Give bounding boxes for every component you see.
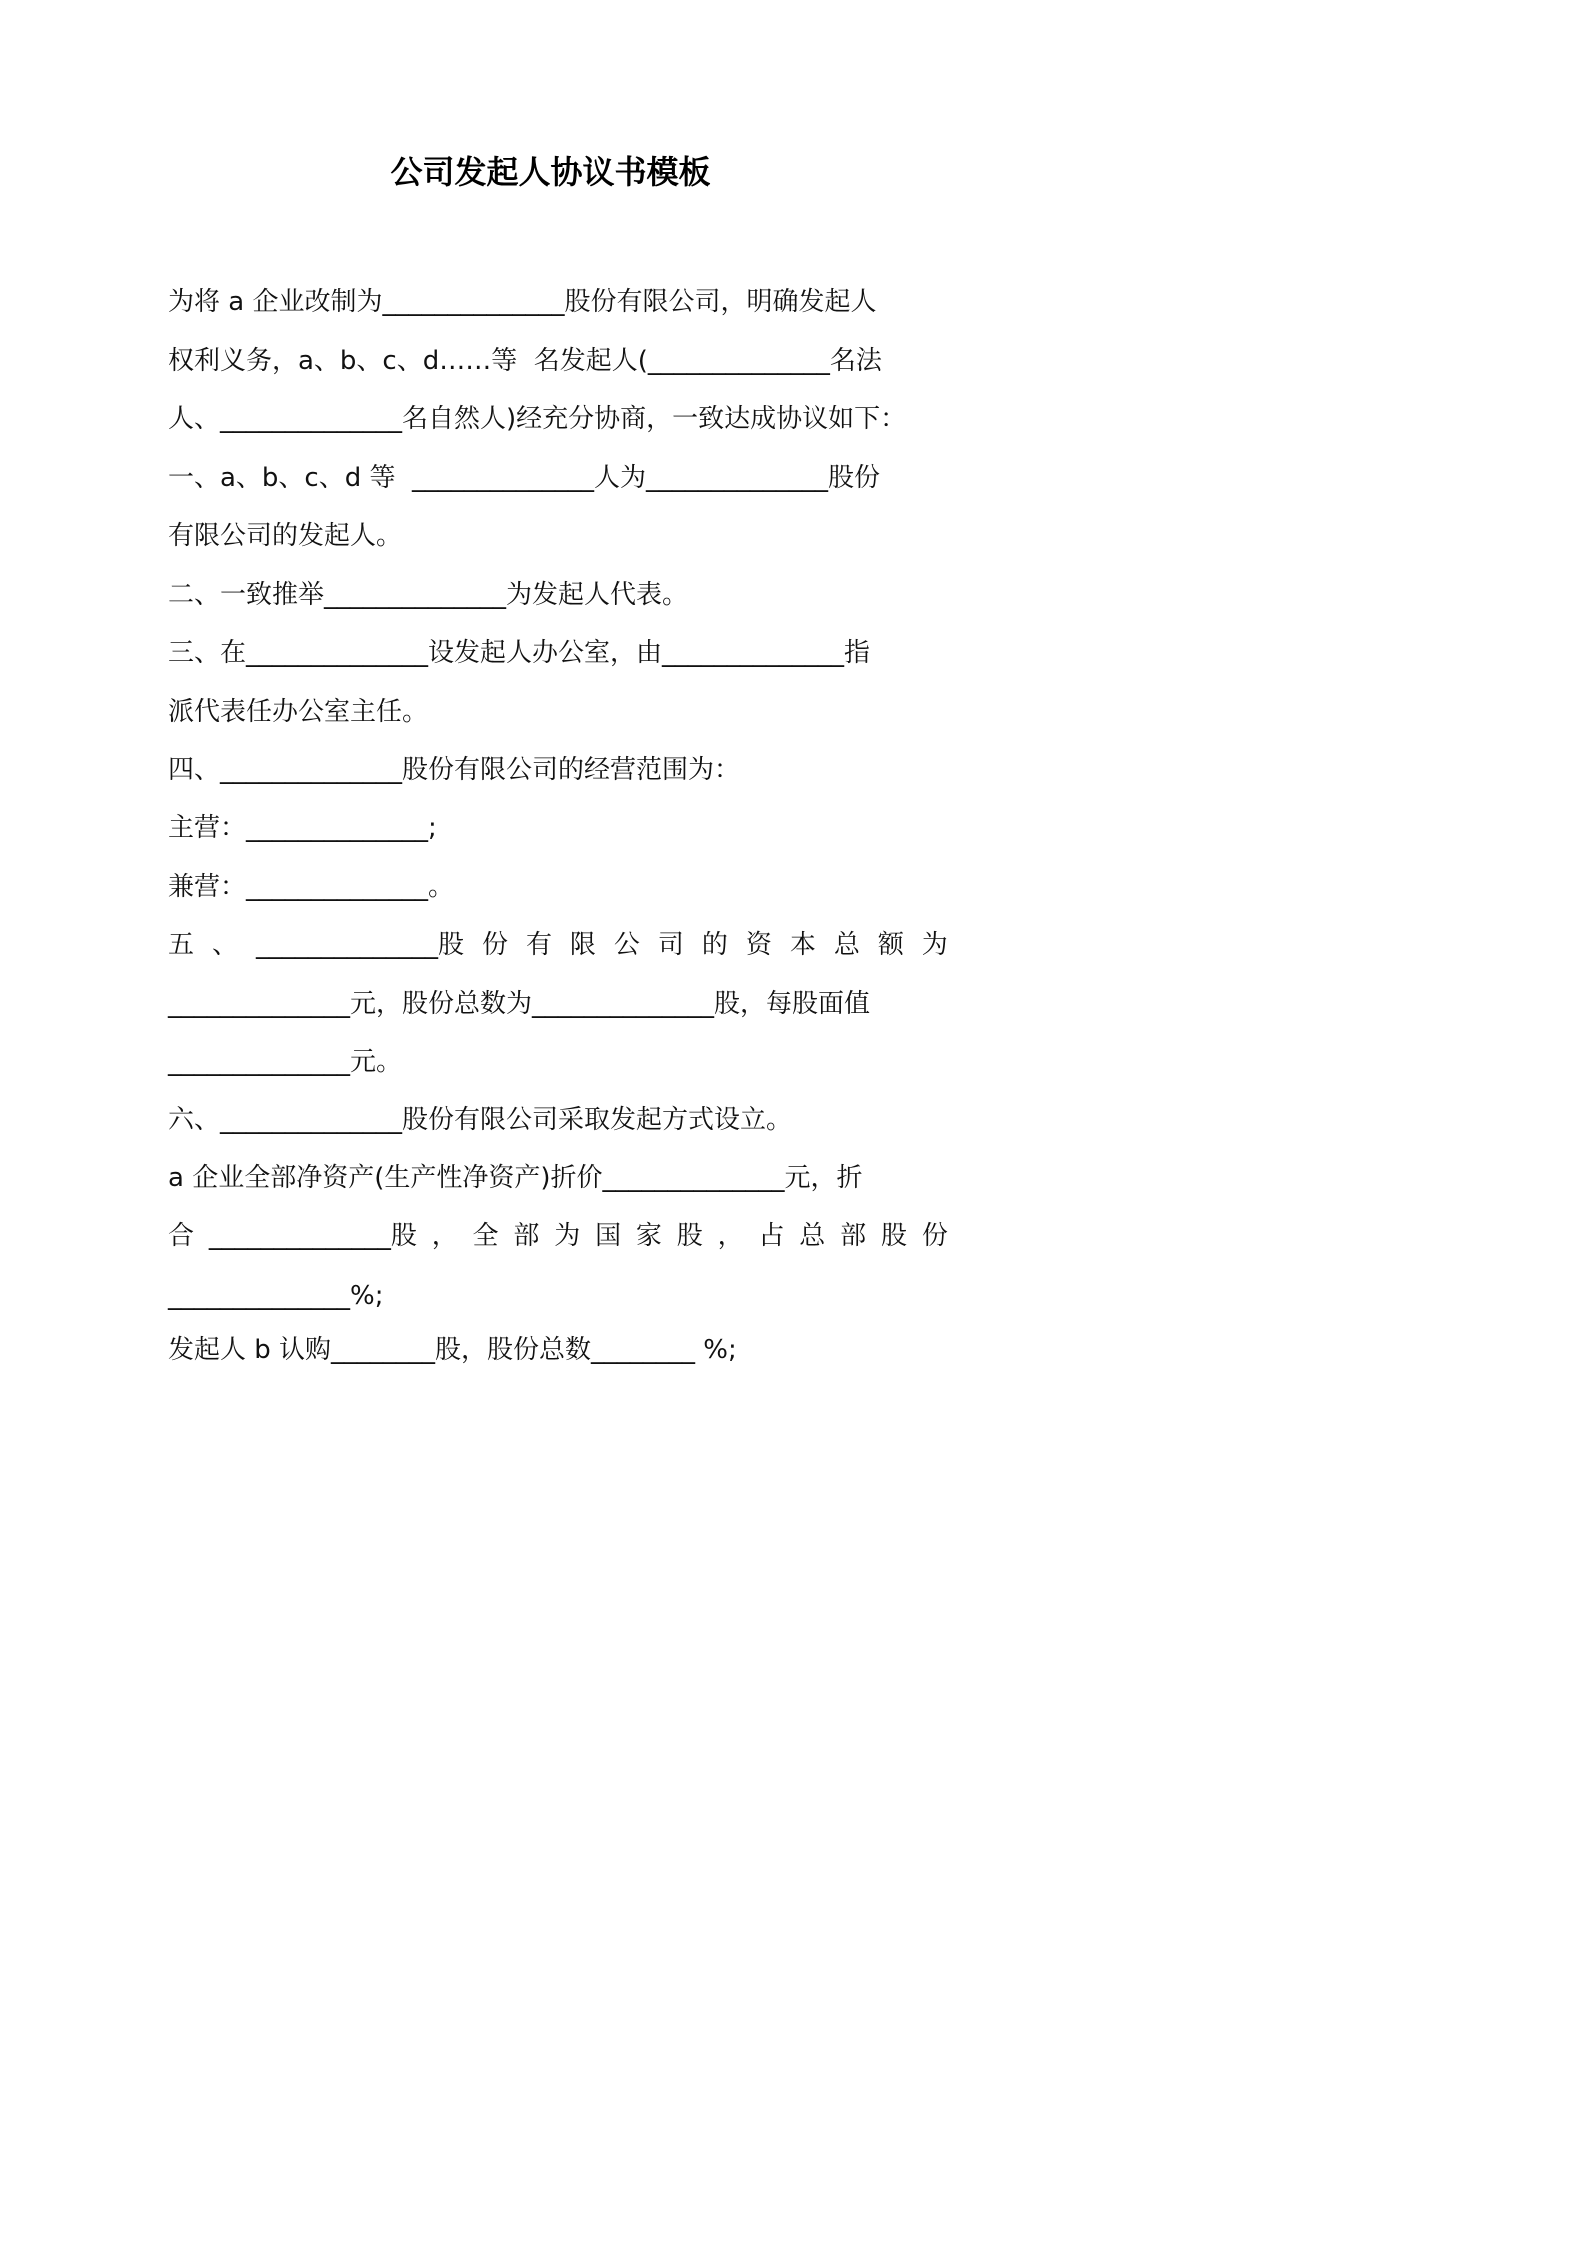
clause-6-char: 家 bbox=[635, 1221, 662, 1251]
subscriber-b-line: 发起人 b 认购________股，股份总数________ %; bbox=[168, 1335, 737, 1365]
clause-6-line: 六、______________股份有限公司采取发起方式设立。 bbox=[168, 1105, 793, 1135]
clause-6-char: ______________股 bbox=[208, 1221, 417, 1251]
paragraph-line: 人、______________名自然人)经充分协商，一致达成协议如下： bbox=[168, 404, 907, 434]
clause-5-char: 限 bbox=[569, 930, 596, 960]
clause-5-char: 五 bbox=[168, 930, 195, 960]
clause-5-char: 的 bbox=[701, 930, 728, 960]
clause-6-char: 部 bbox=[840, 1221, 867, 1251]
clause-1-line: 有限公司的发起人。 bbox=[168, 521, 403, 551]
clause-6-char: ， bbox=[431, 1221, 458, 1251]
clause-6-char: 全 bbox=[472, 1221, 499, 1251]
paragraph-line: 为将 a 企业改制为______________股份有限公司，明确发起人 bbox=[168, 287, 877, 317]
clause-5-line: ______________元，股份总数为______________股，每股面值 bbox=[168, 989, 871, 1019]
document-page bbox=[0, 0, 1101, 1552]
clause-6-char: 份 bbox=[921, 1221, 948, 1251]
clause-6-char: 国 bbox=[595, 1221, 622, 1251]
clause-5-char: 有 bbox=[525, 930, 552, 960]
clause-6-line bbox=[168, 1214, 948, 1258]
clause-6-char: 占 bbox=[758, 1221, 785, 1251]
clause-5-char: 公 bbox=[613, 930, 640, 960]
clause-5-char: 总 bbox=[833, 930, 860, 960]
clause-6-line: a 企业全部净资产(生产性净资产)折价______________元，折 bbox=[168, 1163, 863, 1193]
clause-5-line: ______________元。 bbox=[168, 1047, 403, 1077]
clause-6-char: 股 bbox=[676, 1221, 703, 1251]
clause-5-char: 、 bbox=[211, 930, 238, 960]
clause-6-line: ______________%; bbox=[168, 1281, 384, 1311]
clause-5-char: 额 bbox=[877, 930, 904, 960]
clause-6-char: 总 bbox=[799, 1221, 826, 1251]
clause-5-char: 份 bbox=[481, 930, 508, 960]
clause-6-char: 为 bbox=[554, 1221, 581, 1251]
clause-2-line: 二、一致推举______________为发起人代表。 bbox=[168, 580, 689, 610]
clause-5-char: 司 bbox=[657, 930, 684, 960]
paragraph-line: 权利义务，a、b、c、d……等 名发起人(______________名法 bbox=[168, 346, 882, 376]
clause-6-char: 部 bbox=[513, 1221, 540, 1251]
clause-3-line: 三、在______________设发起人办公室，由______________指 bbox=[168, 638, 871, 668]
clause-6-char: ， bbox=[717, 1221, 744, 1251]
main-business-line: 主营：______________; bbox=[168, 813, 437, 843]
clause-3-line: 派代表任办公室主任。 bbox=[168, 697, 429, 727]
clause-6-char: 股 bbox=[880, 1221, 907, 1251]
clause-5-char: 本 bbox=[789, 930, 816, 960]
clause-5-char: 为 bbox=[921, 930, 948, 960]
clause-4-line: 四、______________股份有限公司的经营范围为： bbox=[168, 755, 741, 785]
secondary-business-line: 兼营：______________。 bbox=[168, 872, 455, 902]
clause-6-char: 合 bbox=[168, 1221, 195, 1251]
clause-1-line: 一、a、b、c、d 等 ______________人为______________股份 bbox=[168, 463, 881, 493]
clause-5-char: 资 bbox=[745, 930, 772, 960]
clause-5-char: ______________股 bbox=[255, 930, 464, 960]
document-title: 公司发起人协议书模板 bbox=[390, 153, 711, 191]
clause-5-line bbox=[168, 923, 948, 967]
